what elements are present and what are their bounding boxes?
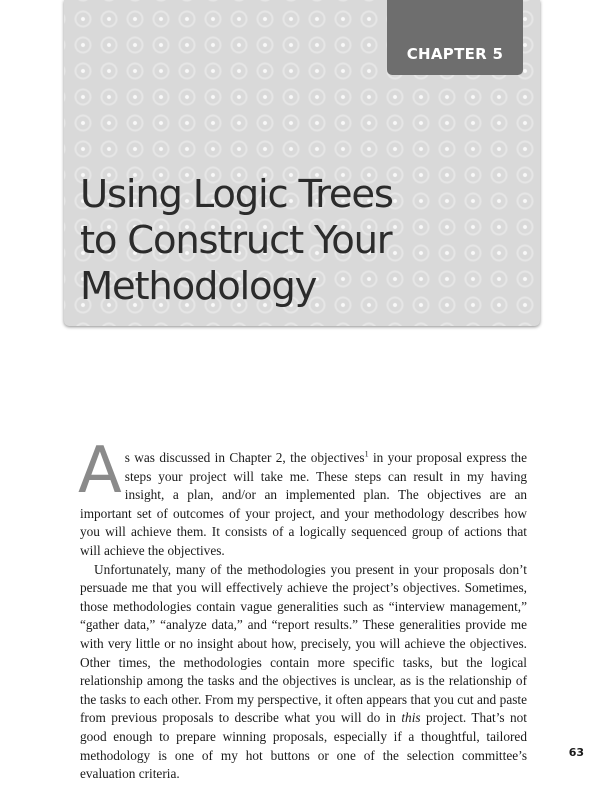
drop-cap: A: [78, 434, 122, 508]
emphasis-text: this: [401, 710, 421, 726]
page-number: 63: [568, 746, 584, 759]
chapter-tab: [387, 0, 523, 75]
body-text: [78, 434, 528, 784]
paragraph: [78, 434, 527, 561]
footnote-marker[interactable]: 1: [364, 449, 369, 459]
paragraph-text: Unfortunately, many of the methodologies you present in your proposals don’t persuade me that you will effectively achieve the project’s objectives. Sometimes, those methodologies contain vague generalities such as “interview management,” “gather data,” “analyze data,” and “report results.” These generalities provide me with very little or no insight about how, precisely, you will achieve the objectives. Other times, the methodologies contain more specific tasks, but the logical relationship among the tasks and the objectives is unclear, as is the relationship of the tasks to each other. From my perspective, it often appears that you cut and paste from previous proposals to describe what you will do in: [80, 561, 527, 726]
chapter-title: [80, 172, 520, 310]
paragraph-text: s was discussed in Chapter 2, the objectives: [124, 450, 365, 465]
chapter-title-line: Using Logic Trees: [80, 172, 393, 217]
chapter-title-line: Methodology: [80, 264, 317, 309]
paragraph-text: in your proposal express the steps your project will take me. These steps can result in my having insight, a plan, and/or an implemented plan. The objectives are an important set of outcomes of your project, and your methodology describes how you will achieve them. It consists of a logically sequenced group of actions that will achieve the objectives.: [80, 450, 527, 558]
paragraph-text: project. That’s not good enough to prepare winning proposals, especially if a thoughtful, tailored methodology is one of my hot buttons or one of the selection committee’s evaluation criteria.: [80, 710, 528, 782]
chapter-title-line: to Construct Your: [80, 218, 392, 263]
paragraph: [80, 561, 527, 784]
chapter-label: CHAPTER 5: [406, 45, 504, 63]
